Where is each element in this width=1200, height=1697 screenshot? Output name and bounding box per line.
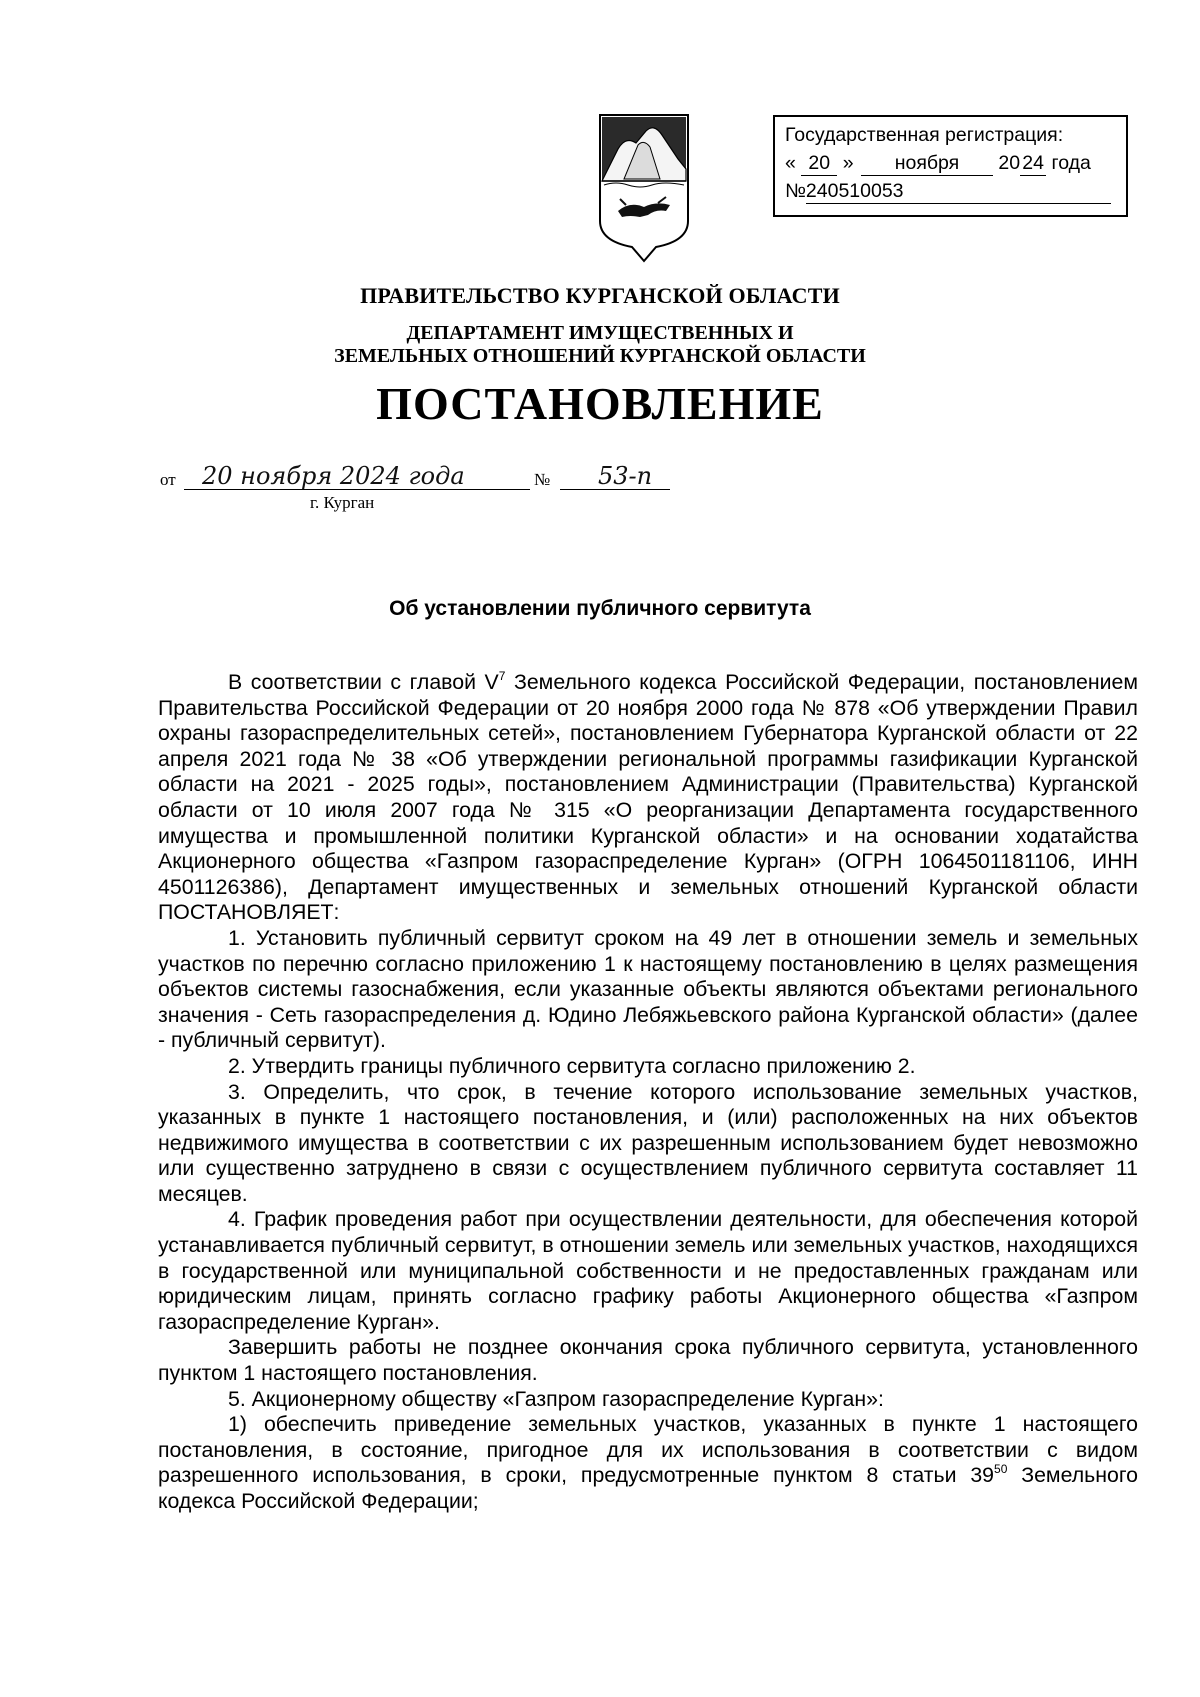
number-label: № [534, 470, 551, 489]
coat-of-arms-emblem [596, 113, 692, 263]
document-title: Об установлении публичного сервитута [389, 597, 811, 620]
article-superscript: 50 [994, 1462, 1008, 1477]
registration-month: ноября [861, 151, 993, 176]
chapter-superscript: 7 [498, 669, 506, 683]
registration-year-prefix: 20 [998, 152, 1021, 174]
handwritten-number: 53-п [598, 462, 653, 490]
item-5-1-text-a: 1) обеспечить приведение земельных участков, указанных в пункте 1 настоящего постановления, в состояние, пригодное для их использования в соответствии с видом разрешенного использования, в сроки, предусмотренные пунктом 8 статьи 39 [158, 1412, 1138, 1488]
city-label: г. Курган [310, 493, 375, 512]
paragraph-item-5-1 [158, 1412, 1138, 1514]
registration-number: 240510053 [806, 179, 1111, 204]
handwritten-date: 20 ноября 2024 года [202, 462, 465, 490]
registration-number-row [785, 177, 1116, 205]
registration-year-word: года [1051, 152, 1091, 174]
date-from-label: от [160, 470, 176, 489]
registration-label: Государственная регистрация: [785, 124, 1064, 146]
registration-number-label: № [785, 180, 806, 202]
quote-open: « [785, 152, 796, 174]
paragraph-item-4: 4. График проведения работ при осуществлении деятельности, для обеспечения которой устанавливается публичный сервитут, в отношении земель или земельных участков, находящихся в государственной или муниципальной собственности и не предоставленных гражданам или юридическим лицам, принять согласно графику работы Акционерного общества «Газпром газораспределение Курган». [158, 1207, 1138, 1334]
preamble-text-a: В соответствии с главой V [228, 670, 499, 694]
paragraph-item-3: 3. Определить, что срок, в течение которого использование земельных участков, указанных в пункте 1 настоящего постановления, и (или) расположенных на них объектов недвижимого имущества в соответствии с их разрешенным использованием будет невозможно или существенно затруднено в связи с осуществлением публичного сервитута составляет 11 месяцев. [158, 1079, 1138, 1206]
paragraph-item-4-continued: Завершить работы не позднее окончания срока публичного сервитута, установленного пунктом 1 настоящего постановления. [158, 1335, 1138, 1386]
item-5-1-text-b: Земельного кодекса Российской Федерации; [158, 1463, 1138, 1513]
paragraph-item-2: 2. Утвердить границы публичного сервитута согласно приложению 2. [228, 1053, 916, 1078]
paragraph-item-1: 1. Установить публичный сервитут сроком на 49 лет в отношении земель и земельных участков по перечню согласно приложению 1 к настоящему постановлению в целях размещения объектов системы газоснабжения, если указанные объекты являются объектами регионального значения - Сеть газораспределения д. Юдино Лебяжьевского района Курганской области» (далее - публичный сервитут). [158, 925, 1138, 1053]
document-type-heading: ПОСТАНОВЛЕНИЕ [376, 378, 824, 429]
government-heading: ПРАВИТЕЛЬСТВО КУРГАНСКОЙ ОБЛАСТИ [360, 283, 840, 308]
paragraph-preamble [158, 670, 1138, 926]
registration-stamp [773, 115, 1128, 217]
department-heading-line1: ДЕПАРТАМЕНТ ИМУЩЕСТВЕННЫХ И [406, 322, 794, 344]
preamble-text-b: Земельного кодекса Российской Федерации, постановлением Правительства Российской Федерации от 20 ноября 2000 года № 878 «Об утверждении Правил охраны газораспределительных сетей», постановлением Губернатора Курганской области от 22 апреля 2021 года № 38 «Об утверждении региональной программы газификации Курганской области на 2021 - 2025 годы», постановлением Администрации (Правительства) Курганской области от 10 июля 2007 года № 315 «О реорганизации Департамента государственного имущества и промышленной политики Курганской области» и на основании ходатайства Акционерного общества «Газпром газораспределение Курган» (ОГРН 1064501181106, ИНН 4501126386), Департамент имущественных и земельных отношений Курганской области ПОСТАНОВЛЯЕТ: [158, 670, 1138, 925]
quote-close: » [842, 152, 854, 174]
document-body [158, 670, 1138, 1515]
registration-date-row [785, 149, 1116, 177]
registration-year-suffix: 24 [1020, 151, 1046, 176]
date-number-line [160, 462, 680, 502]
department-heading-line2: ЗЕМЕЛЬНЫХ ОТНОШЕНИЙ КУРГАНСКОЙ ОБЛАСТИ [334, 345, 866, 367]
registration-day: 20 [801, 151, 837, 176]
paragraph-item-5: 5. Акционерному обществу «Газпром газораспределение Курган»: [228, 1386, 884, 1411]
